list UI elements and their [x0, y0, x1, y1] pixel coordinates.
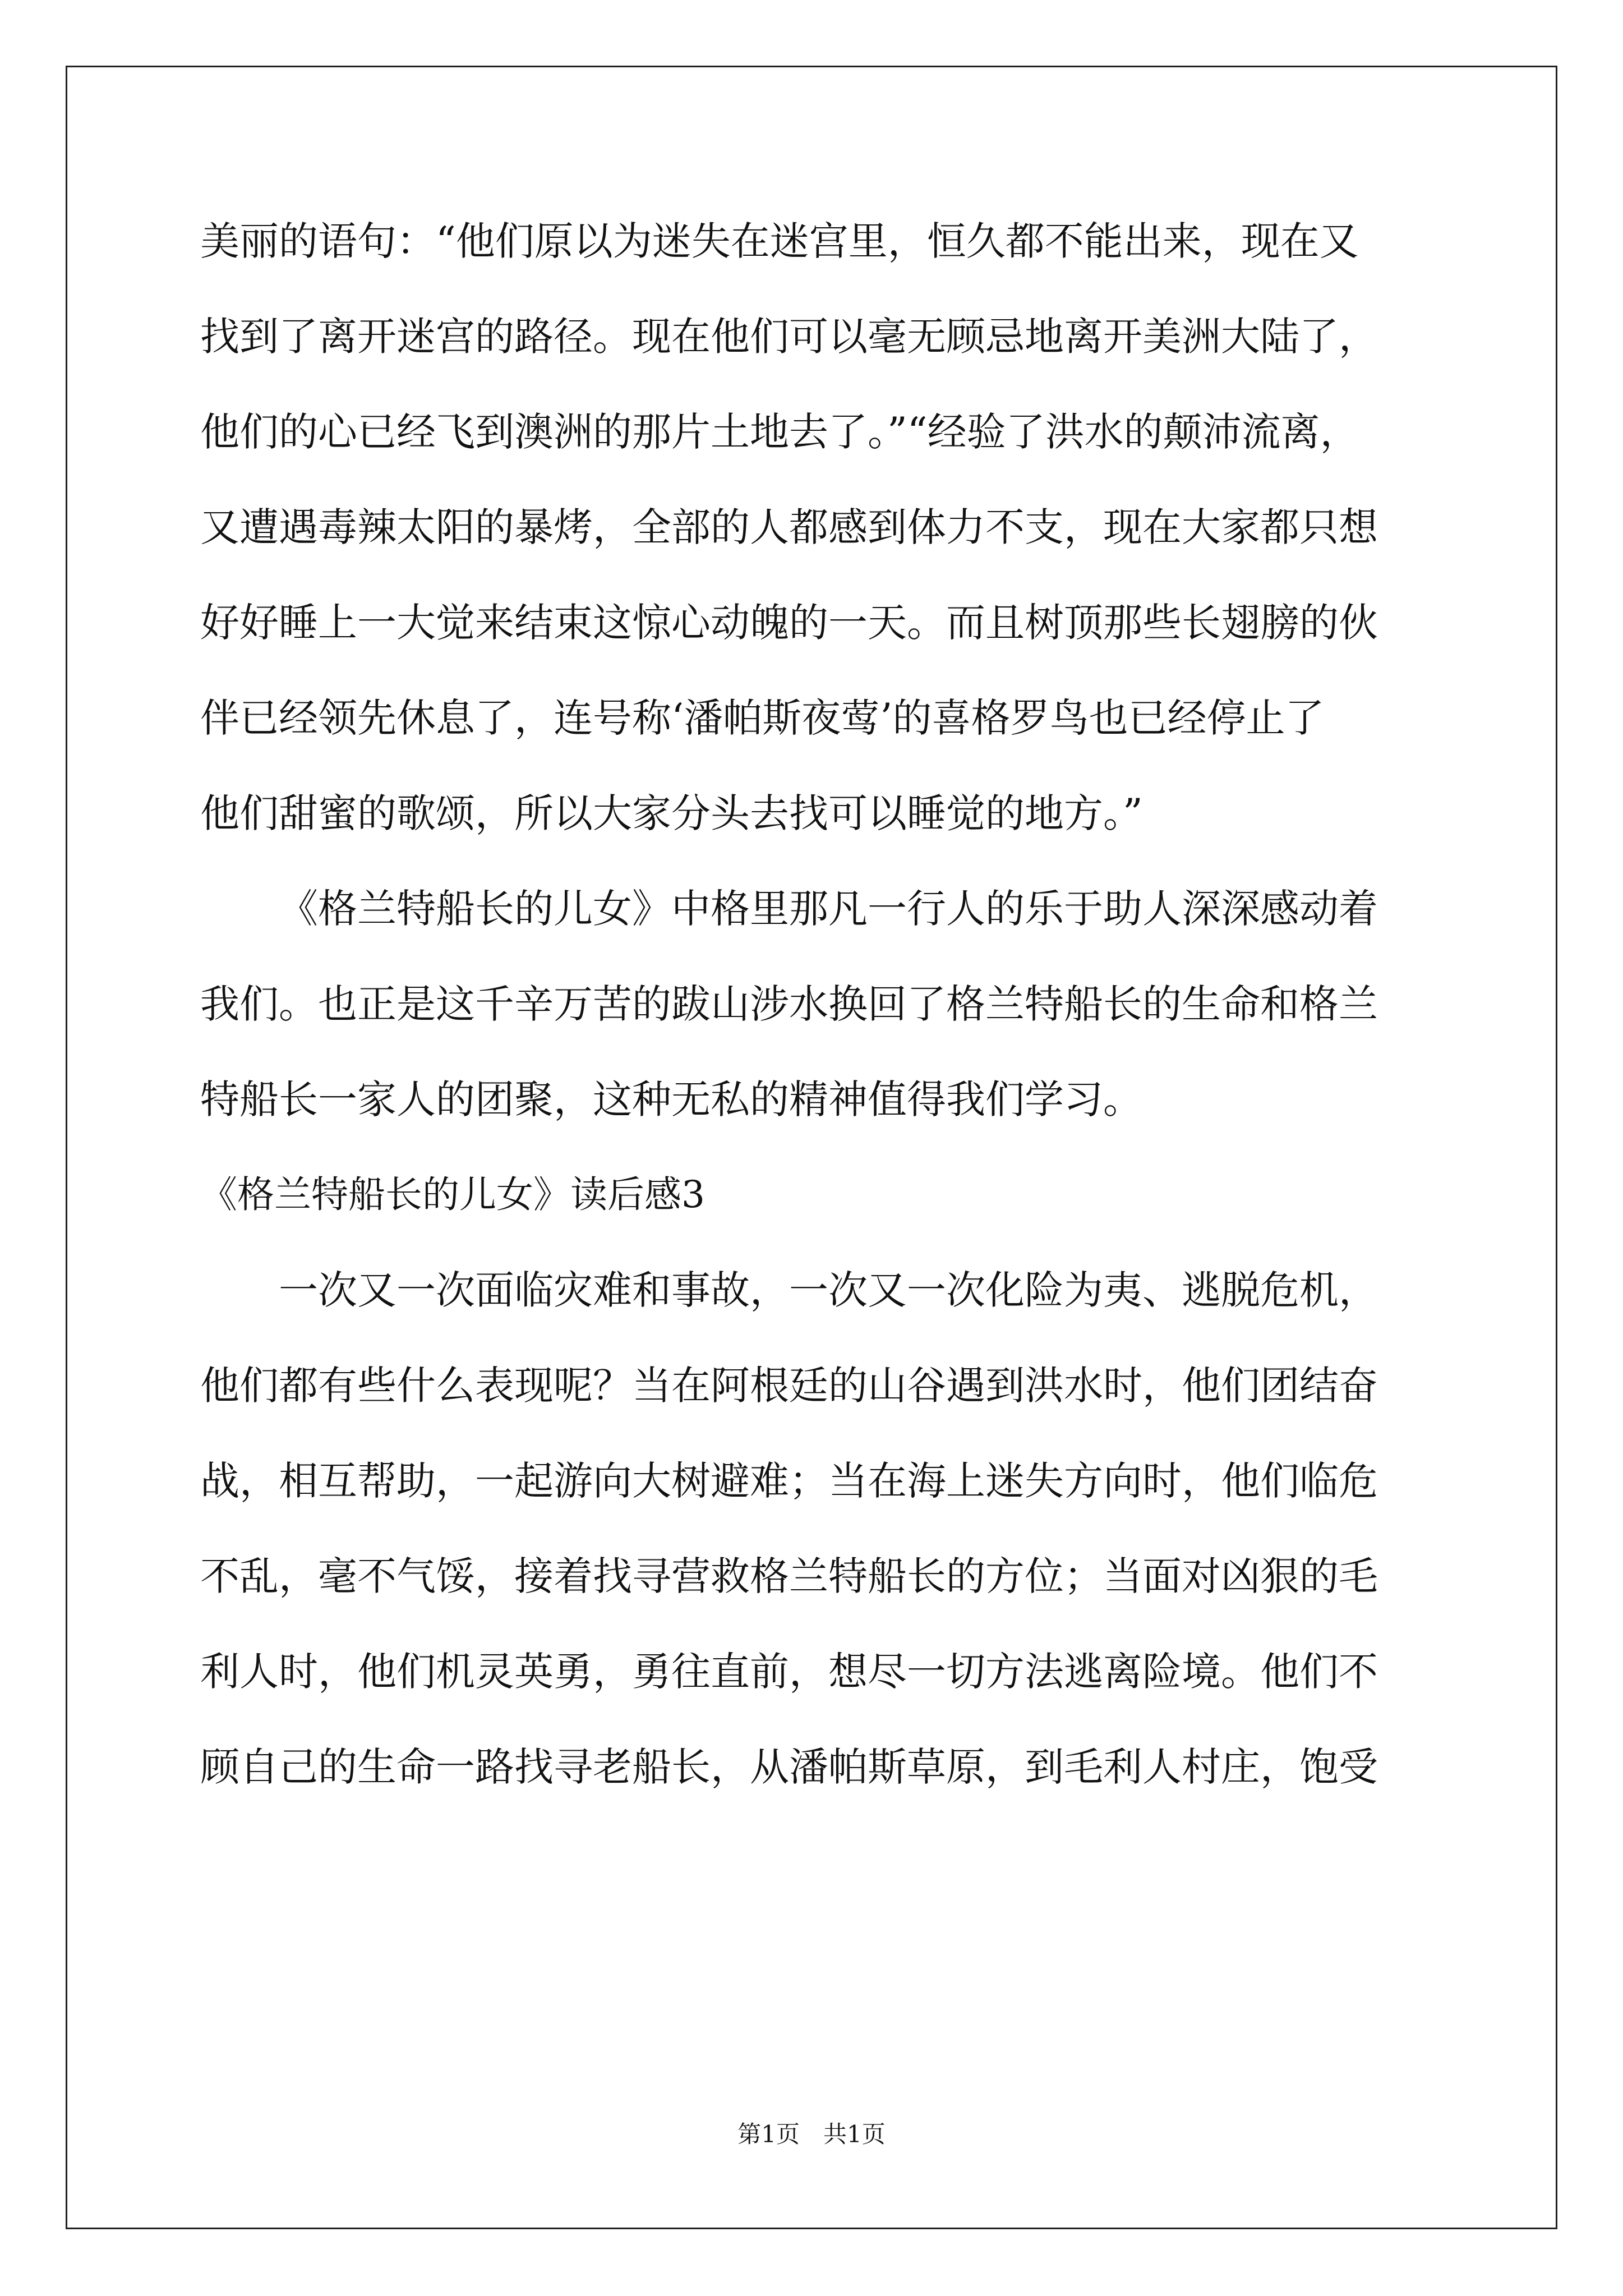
page-frame — [66, 66, 1557, 2229]
text-line: 他们甜蜜的歌颂，所以大家分头去找可以睡觉的地方。” — [200, 790, 1143, 836]
text-line: 特船长一家人的团聚，这种无私的精神值得我们学习。 — [200, 1076, 1142, 1122]
text-line: 他们都有些什么表现呢？当在阿根廷的山谷遇到洪水时，他们团结奋 — [200, 1363, 1378, 1409]
text-line: 找到了离开迷宫的路径。现在他们可以毫无顾忌地离开美洲大陆了， — [200, 314, 1378, 360]
text-line: 好好睡上一大觉来结束这惊心动魄的一天。而且树顶那些长翅膀的伙 — [200, 600, 1378, 646]
text-line: 不乱，毫不气馁，接着找寻营救格兰特船长的方位；当面对凶狠的毛 — [200, 1553, 1378, 1599]
paragraph-first-line: 《格兰特船长的儿女》中格里那凡一行人的乐于助人深深感动着 — [279, 886, 1378, 932]
page-footer: 第1页 共1页 — [737, 2120, 886, 2148]
text-line: 顾自己的生命一路找寻老船长，从潘帕斯草原，到毛利人村庄，饱受 — [200, 1744, 1378, 1790]
text-line: 战，相互帮助，一起游向大树避难；当在海上迷失方向时，他们临危 — [200, 1458, 1378, 1504]
section-heading: 《格兰特船长的儿女》读后感3 — [200, 1173, 705, 1216]
text-line: 美丽的语句：“他们原以为迷失在迷宫里，恒久都不能出来，现在又 — [200, 218, 1359, 264]
paragraph-first-line: 一次又一次面临灾难和事故，一次又一次化险为夷、逃脱危机， — [279, 1267, 1378, 1313]
text-line: 又遭遇毒辣太阳的暴烤，全部的人都感到体力不支，现在大家都只想 — [200, 504, 1378, 550]
text-line: 利人时，他们机灵英勇，勇往直前，想尽一切方法逃离险境。他们不 — [200, 1649, 1378, 1695]
text-line: 伴已经领先休息了，连号称‘潘帕斯夜莺’的喜格罗鸟也已经停止了 — [200, 695, 1325, 741]
text-line: 我们。也正是这千辛万苦的跋山涉水换回了格兰特船长的生命和格兰 — [200, 981, 1378, 1027]
text-line: 他们的心已经飞到澳洲的那片土地去了。”“经验了洪水的颠沛流离， — [200, 409, 1359, 455]
